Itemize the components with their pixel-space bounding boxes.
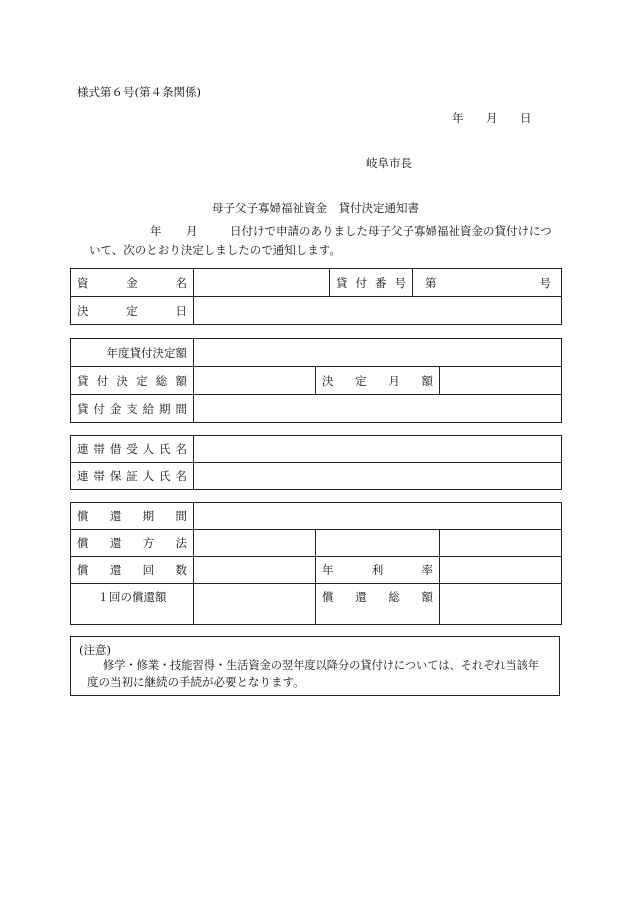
- repay-count-value[interactable]: [194, 557, 316, 584]
- per-payment-label: １回の償還額: [71, 584, 194, 625]
- loan-number-label: 貸 付 番 号: [330, 269, 413, 297]
- intro-month-char: 月: [186, 224, 198, 238]
- repay-period-value[interactable]: [194, 503, 562, 530]
- joint-borrower-label: 連 帯 借 受 人 氏 名: [71, 436, 194, 463]
- monthly-amount-label: 決 定 月 額: [316, 367, 440, 395]
- repay-total-value[interactable]: [440, 584, 562, 625]
- repay-method-extra-2[interactable]: [440, 530, 562, 557]
- decision-date-label: 決 定 日: [71, 297, 194, 325]
- note-line-2: 度の当初に継続の手続が必要となります。: [87, 675, 305, 689]
- total-amount-label: 貸 付 決 定 総 額: [71, 367, 194, 395]
- payment-period-value[interactable]: [194, 395, 562, 423]
- intro-year-char: 年: [150, 224, 162, 238]
- monthly-amount-value[interactable]: [440, 367, 562, 395]
- per-payment-value[interactable]: [194, 584, 316, 625]
- repay-period-label: 償 還 期 間: [71, 503, 194, 530]
- fund-table: [70, 268, 562, 325]
- repay-method-extra-1[interactable]: [316, 530, 440, 557]
- fund-name-label: 資 金 名: [71, 269, 194, 297]
- interest-rate-value[interactable]: [440, 557, 562, 584]
- repay-count-label: 償 還 回 数: [71, 557, 194, 584]
- total-amount-value[interactable]: [194, 367, 316, 395]
- fiscal-year-amount-label: 年度貸付決定額: [71, 339, 194, 367]
- joint-party-table: [70, 435, 562, 490]
- note-line-1: 修学・修業・技能習得・生活資金の翌年度以降分の貸付けについては、それぞれ当該年: [103, 659, 540, 672]
- intro-line-2: いて、次のとおり決定しましたので通知します。: [89, 243, 341, 257]
- date-month-char: 月: [486, 111, 498, 125]
- issuer: 岐阜市長: [366, 156, 412, 170]
- amount-table: [70, 338, 562, 423]
- form-number: 様式第６号(第４条関係): [77, 85, 201, 99]
- decision-date-value[interactable]: [194, 297, 562, 325]
- payment-period-label: 貸 付 金 支 給 期 間: [71, 395, 194, 423]
- repay-total-label: 償 還 総 額: [316, 584, 440, 625]
- guarantor-value[interactable]: [194, 463, 562, 490]
- joint-borrower-value[interactable]: [194, 436, 562, 463]
- intro-line-1: 日付けで申請のありました母子父子寡婦福祉資金の貸付けにつ: [230, 224, 552, 238]
- date-year-char: 年: [452, 111, 464, 125]
- repayment-table: [70, 502, 562, 625]
- date-day-char: 日: [520, 111, 532, 125]
- repay-method-label: 償 還 方 法: [71, 530, 194, 557]
- fund-name-value[interactable]: [194, 269, 330, 297]
- guarantor-label: 連 帯 保 証 人 氏 名: [71, 463, 194, 490]
- repay-method-value[interactable]: [194, 530, 316, 557]
- document-title: 母子父子寡婦福祉資金 貸付決定通知書: [212, 201, 419, 215]
- note-heading: (注意): [79, 643, 111, 657]
- note-box: [70, 636, 560, 696]
- loan-number-value[interactable]: 第 号: [413, 269, 562, 297]
- fiscal-year-amount-value[interactable]: [194, 339, 562, 367]
- interest-rate-label: 年 利 率: [316, 557, 440, 584]
